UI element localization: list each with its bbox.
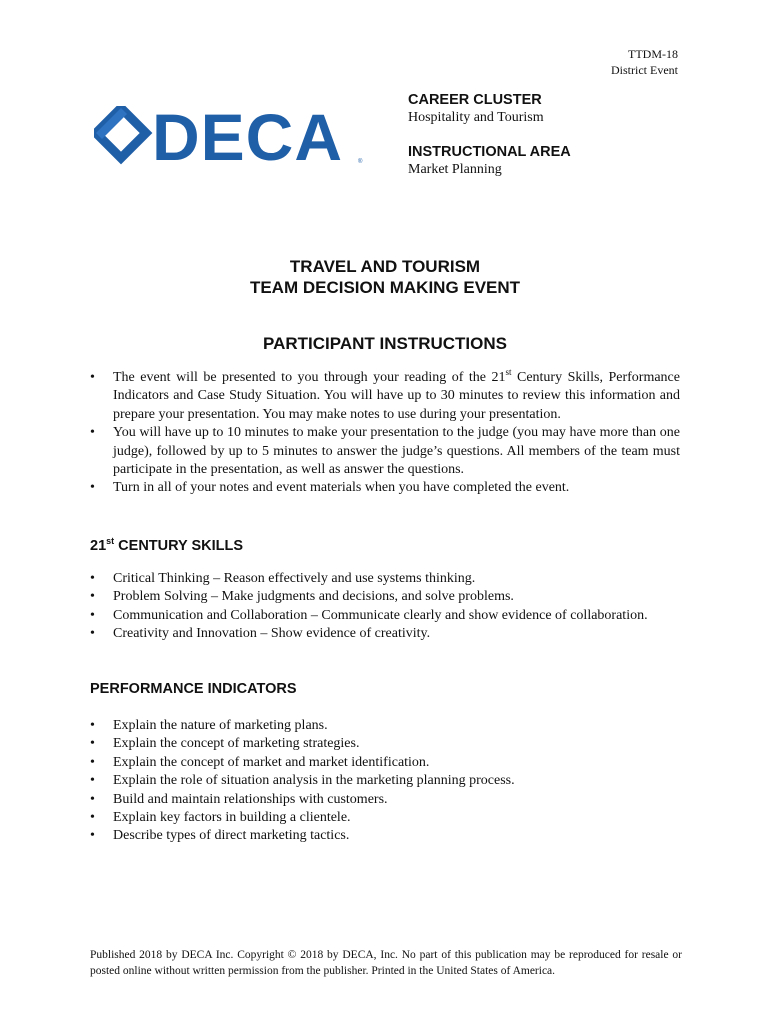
- list-item: • Creativity and Innovation – Show evidence of creativity.: [90, 625, 680, 643]
- list-item: • Critical Thinking – Reason effectively and use systems thinking.: [90, 570, 680, 588]
- logo-text: DECA: [152, 106, 344, 168]
- list-item: • Explain the nature of marketing plans.: [90, 717, 680, 735]
- title-line-1: TRAVEL AND TOURISM: [289, 257, 481, 276]
- svg-text:®: ®: [358, 159, 363, 165]
- century-skills-list: [90, 570, 680, 644]
- copyright-footer: Published 2018 by DECA Inc. Copyright © 2018 by DECA, Inc. No part of this publication may be reproduced for resale or posted online without written permission from the publisher. Printed in the United States of America.: [90, 949, 682, 977]
- list-item: • Turn in all of your notes and event materials when you have completed the event.: [90, 479, 680, 497]
- career-cluster-value: Hospitality and Tourism: [408, 110, 544, 125]
- instructions-list: [90, 369, 680, 498]
- performance-indicators-heading: PERFORMANCE INDICATORS: [90, 681, 297, 697]
- list-item: • Explain the concept of marketing strategies.: [90, 735, 680, 753]
- document-title: [0, 256, 770, 298]
- list-item: • The event will be presented to you through your reading of the 21st Century Skills, Performance Indicators and Case Study Situation. You will have up to 30 minutes to review this information and prepare your presentation. You may make notes to use during your presentation.: [90, 369, 680, 424]
- list-item: • You will have up to 10 minutes to make your presentation to the judge (you may have more than one judge), followed by up to 5 minutes to answer the judge’s questions. All members of the team must participate in the presentation, as well as answer the questions.: [90, 424, 680, 479]
- list-item: • Explain the concept of market and market identification.: [90, 754, 680, 772]
- list-item: • Problem Solving – Make judgments and decisions, and solve problems.: [90, 588, 680, 606]
- list-item: • Describe types of direct marketing tactics.: [90, 827, 680, 845]
- event-code-block: [611, 46, 678, 78]
- instructional-area-heading: INSTRUCTIONAL AREA: [408, 144, 571, 160]
- participant-instructions-heading: PARTICIPANT INSTRUCTIONS: [263, 334, 507, 353]
- event-code: TTDM-18: [628, 47, 678, 61]
- career-cluster-heading: CAREER CLUSTER: [408, 92, 542, 108]
- century-skills-heading: 21st CENTURY SKILLS: [90, 536, 244, 554]
- list-item: • Communication and Collaboration – Communicate clearly and show evidence of collaboration.: [90, 607, 680, 625]
- deca-logo: [94, 106, 366, 168]
- cluster-info: [408, 91, 698, 195]
- list-item: • Explain key factors in building a clientele.: [90, 809, 680, 827]
- performance-indicators-list: [90, 717, 680, 846]
- event-level: District Event: [611, 63, 678, 77]
- list-item: • Build and maintain relationships with customers.: [90, 791, 680, 809]
- list-item: • Explain the role of situation analysis in the marketing planning process.: [90, 772, 680, 790]
- title-line-2: TEAM DECISION MAKING EVENT: [249, 278, 521, 297]
- instructional-area-value: Market Planning: [408, 162, 502, 177]
